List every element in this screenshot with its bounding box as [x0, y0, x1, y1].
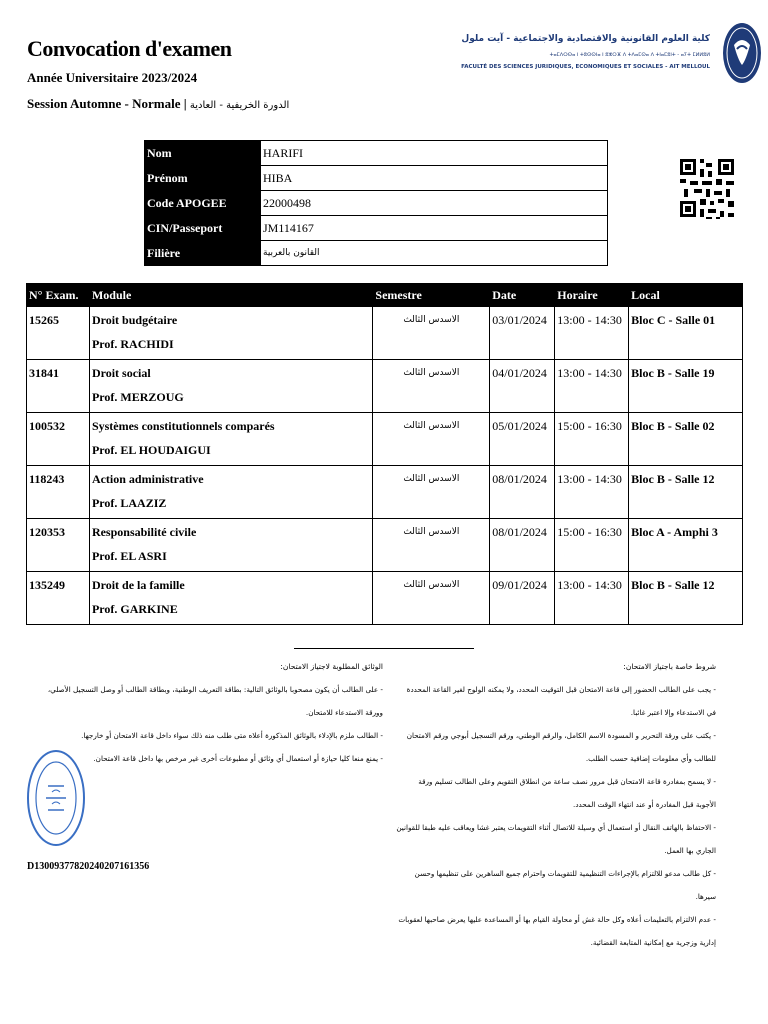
row-filiere: [145, 241, 608, 266]
header-semestre: Semestre: [373, 284, 490, 307]
condition-item: - الاحتفاظ بالهاتف النقال أو استعمال أي وسيلة للاتصال أثناء التقويمات يعتبر غشا ويعاقب عليه طبقا للقوانين الجاري بها العمل.: [396, 823, 716, 855]
required-documents: [43, 655, 383, 770]
module-name: Droit budgétaire: [91, 313, 178, 327]
module-cell: [89, 519, 372, 572]
module-name: Systèmes constitutionnels comparés: [91, 419, 275, 433]
header-local: Local: [629, 284, 743, 307]
exam-location: Bloc B - Salle 19: [629, 360, 743, 413]
row-prenom: [145, 166, 608, 191]
table-row: [27, 572, 743, 625]
condition-item: - عدم الالتزام بالتعليمات أعلاه وكل حالة غش أو محاولة القيام بها أو المساعدة عليها يعرض صاحبها لعقوبات إدارية وزجرية مع إمكانية المتابعة القضائية.: [398, 915, 716, 947]
module-name: Droit de la famille: [91, 578, 185, 592]
document-item: - على الطالب أن يكون مصحوبا بالوثائق التالية: بطاقة التعريف الوطنية، وبطاقة الطالب أو وصل التسجيل الأصلي، وورقة الاستدعاء للامتحان.: [47, 685, 383, 717]
exam-location: Bloc B - Salle 12: [629, 466, 743, 519]
academic-year: Année Universitaire 2023/2024: [27, 70, 198, 85]
exam-time: 15:00 - 16:30: [555, 519, 629, 572]
semester: الاسدس الثالث: [373, 519, 490, 572]
page-title: Convocation d'examen: [27, 36, 232, 61]
prenom-value: HIBA: [261, 166, 608, 191]
prenom-label: Prénom: [145, 166, 261, 191]
exam-date: 05/01/2024: [490, 413, 555, 466]
exam-time: 15:00 - 16:30: [555, 413, 629, 466]
header-date: Date: [490, 284, 555, 307]
exam-number: 118243: [27, 466, 90, 519]
document-id: D13009377820240207161356: [27, 861, 150, 872]
semester: الاسدس الثالث: [373, 360, 490, 413]
exam-location: Bloc B - Salle 12: [629, 572, 743, 625]
professor-name: Prof. EL ASRI: [91, 549, 167, 563]
session-line: [27, 96, 289, 112]
filiere-label: Filière: [145, 241, 261, 266]
exam-time: 13:00 - 14:30: [555, 466, 629, 519]
module-name: Responsabilité civile: [91, 525, 197, 539]
exam-schedule-table: [26, 283, 743, 625]
faculty-name-arabic: كلية العلوم القانونية والاقتصادية والاجتماعية - آيت ملول: [461, 34, 710, 44]
session-fr: Session Automne - Normale |: [27, 96, 187, 111]
exam-date: 08/01/2024: [490, 466, 555, 519]
professor-name: Prof. MERZOUG: [91, 390, 184, 404]
exam-number: 31841: [27, 360, 90, 413]
exam-number: 120353: [27, 519, 90, 572]
apogee-label: Code APOGEE: [145, 191, 261, 216]
cin-value: JM114167: [261, 216, 608, 241]
nom-label: Nom: [145, 141, 261, 166]
table-row: [27, 413, 743, 466]
condition-item: - كل طالب مدعو للالتزام بالإجراءات التنظيمية للتقويمات واحترام جميع الساهرين على تنظيمها وحسن سيرها.: [414, 869, 716, 901]
exam-location: Bloc A - Amphi 3: [629, 519, 743, 572]
professor-name: Prof. LAAZIZ: [91, 496, 167, 510]
module-cell: [89, 307, 372, 360]
apogee-value: 22000498: [261, 191, 608, 216]
module-cell: [89, 572, 372, 625]
document-item: - الطالب ملزم بالإدلاء بالوثائق المذكورة أعلاه متى طلب منه ذلك سواء داخل قاعة الامتحان أو خارجها.: [81, 731, 383, 740]
faculty-name-tifinagh: ⵜⴰⵎⴷⵔⵙⴰ ⵏ ⵜⵓⵙⵙⵏⴰ ⵏ ⵓⵣⵔⴼ ⴷ ⵜⴷⴰⵎⵙⴰ ⴷ ⵜⵏⴰⵎⵓⵏⵜ - ⴰⵢⵜ ⵎⵍⵍⵓⵍ: [549, 52, 710, 58]
exam-date: 04/01/2024: [490, 360, 555, 413]
exam-location: Bloc C - Salle 01: [629, 307, 743, 360]
exam-time: 13:00 - 14:30: [555, 360, 629, 413]
faculty-name-french: FACULTÉ DES SCIENCES JURIDIQUES, ECONOMIQUES ET SOCIALES - AIT MELLOUL: [461, 64, 710, 70]
student-info-table: [144, 140, 608, 266]
exam-date: 03/01/2024: [490, 307, 555, 360]
professor-name: Prof. GARKINE: [91, 602, 178, 616]
session-ar: الدورة الخريفية - العادية: [189, 100, 290, 111]
separator-line: [294, 648, 474, 649]
module-name: Action administrative: [91, 472, 204, 486]
exam-date: 08/01/2024: [490, 519, 555, 572]
condition-item: - يجب على الطالب الحضور إلى قاعة الامتحان قبل التوقيت المحدد، ولا يمكنه الولوج لغير القاعة المحددة في الاستدعاء وإلا اعتبر غائبا.: [406, 685, 716, 717]
semester: الاسدس الثالث: [373, 466, 490, 519]
table-row: [27, 519, 743, 572]
module-name: Droit social: [91, 366, 151, 380]
table-row: [27, 360, 743, 413]
nom-value: HARIFI: [261, 141, 608, 166]
exam-location: Bloc B - Salle 02: [629, 413, 743, 466]
header-module: Module: [89, 284, 372, 307]
filiere-value: القانون بالعربية: [261, 241, 608, 266]
header-num-exam: N° Exam.: [27, 284, 90, 307]
qr-code-icon: [680, 159, 734, 259]
module-cell: [89, 466, 372, 519]
row-cin: [145, 216, 608, 241]
exam-conditions: [396, 655, 716, 954]
module-cell: [89, 360, 372, 413]
semester: الاسدس الثالث: [373, 413, 490, 466]
conditions-title: شروط خاصة باجتياز الامتحان:: [623, 662, 716, 671]
table-row: [27, 307, 743, 360]
table-row: [27, 466, 743, 519]
table-header-row: [27, 284, 743, 307]
exam-number: 15265: [27, 307, 90, 360]
official-stamp-icon: [26, 748, 86, 848]
exam-time: 13:00 - 14:30: [555, 572, 629, 625]
professor-name: Prof. EL HOUDAIGUI: [91, 443, 211, 457]
row-nom: [145, 141, 608, 166]
module-cell: [89, 413, 372, 466]
exam-time: 13:00 - 14:30: [555, 307, 629, 360]
header-horaire: Horaire: [555, 284, 629, 307]
exam-date: 09/01/2024: [490, 572, 555, 625]
exam-number: 135249: [27, 572, 90, 625]
semester: الاسدس الثالث: [373, 307, 490, 360]
exam-number: 100532: [27, 413, 90, 466]
document-item: - يمنع منعا كليا حيازة أو استعمال أي وثائق أو مطبوعات أخرى غير مرخص بها داخل قاعة الامتحان.: [93, 754, 383, 763]
condition-item: - يكتب على ورقة التحرير و المسودة الاسم الكامل، والرقم الوطني، ورقم التسجيل أبوجي ورقم الامتحان للطالب وأي معلومات إضافية حسب الطلب.: [406, 731, 716, 763]
condition-item: - لا يسمح بمغادرة قاعة الامتحان قبل مرور نصف ساعة من انطلاق التقويم وعلى الطالب تسليم ورقة الأجوبة قبل المغادرة أو عند انتهاء الوقت المحدد.: [418, 777, 716, 809]
row-apogee: [145, 191, 608, 216]
cin-label: CIN/Passeport: [145, 216, 261, 241]
documents-title: الوثائق المطلوبة لاجتياز الامتحان:: [280, 662, 383, 671]
university-logo-icon: [722, 15, 762, 103]
professor-name: Prof. RACHIDI: [91, 337, 174, 351]
semester: الاسدس الثالث: [373, 572, 490, 625]
